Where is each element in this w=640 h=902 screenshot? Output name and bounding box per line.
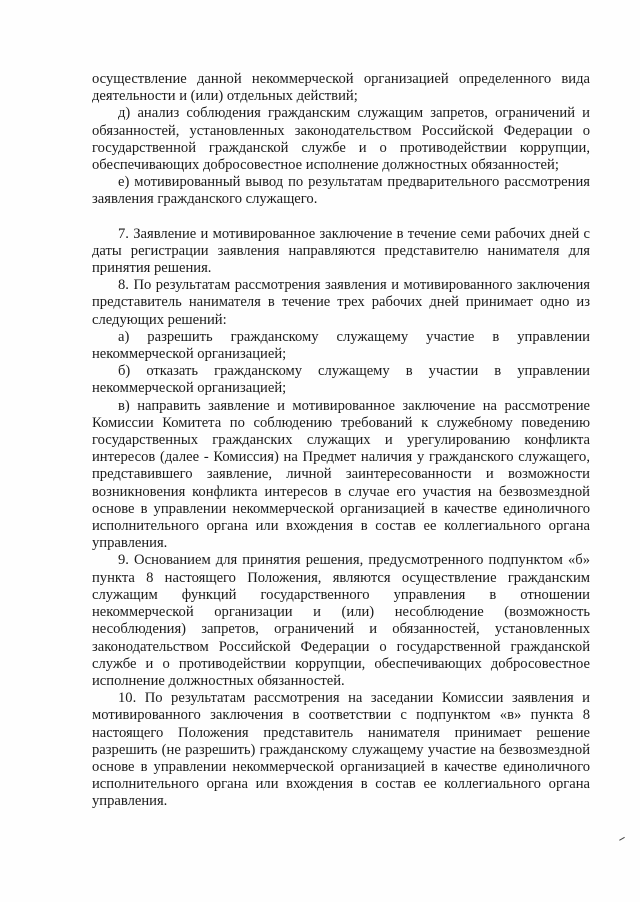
paragraph-7: 7. Заявление и мотивированное заключение в течение семи рабочих дней с даты регистрации заявления направляются представителю нанимателя для принятия решения. bbox=[92, 225, 590, 277]
paragraph-item-e: е) мотивированный вывод по результатам предварительного рассмотрения заявления гражданского служащего. bbox=[92, 174, 590, 208]
scan-mark bbox=[619, 837, 627, 844]
paragraph-8-item-b: б) отказать гражданскому служащему в участии в управлении некоммерческой организацией; bbox=[92, 363, 590, 397]
document-body bbox=[92, 71, 590, 811]
paragraph-8: 8. По результатам рассмотрения заявления и мотивированного заключения представитель нанимателя в течение трех рабочих дней принимает одно из следующих решений: bbox=[92, 277, 590, 328]
paragraph-10: 10. По результатам рассмотрения на заседании Комиссии заявления и мотивированного заключения в соответствии с подпунктом «в» пункта 8 настоящего Положения представитель нанимателя принимает решение разрешить (не разрешить) гражданскому служащему участие на безвозмездной основе в управлении некоммерческой организацией в качестве единоличного исполнительного органа или вхождения в состав ее коллегиального органа управления. bbox=[92, 690, 590, 810]
paragraph-continuation: осуществление данной некоммерческой организацией определенного вида деятельности и (или) отдельных действий; bbox=[92, 71, 590, 105]
paragraph-8-item-a: а) разрешить гражданскому служащему участие в управлении некоммерческой организацией; bbox=[92, 328, 590, 363]
paragraph-8-item-v: в) направить заявление и мотивированное заключение на рассмотрение Комиссии Комитета по соблюдению требований к служебному поведению государственных гражданских служащих и урегулированию конфликта интересов (далее - Комиссия) на Предмет наличия у гражданского служащего, представившего заявление, личной заинтересованности и возможности возникновения конфликта интересов в случае его участия на безвозмездной основе в управлении некоммерческой организацией в качестве единоличного исполнительного органа или вхождения в состав ее коллегиального органа управления. bbox=[92, 397, 590, 552]
paragraph-item-d: д) анализ соблюдения гражданским служащим запретов, ограничений и обязанностей, установленных законодательством Российской Федерации о государственной гражданской службе и о противодействии коррупции, обеспечивающих добросовестное исполнение должностных обязанностей; bbox=[92, 105, 590, 174]
paragraph-9: 9. Основанием для принятия решения, предусмотренного подпунктом «б» пункта 8 настоящего Положения, являются осуществление гражданским служащим функций государственного управления в отношении некоммерческой организации и (или) несоблюдение (возможность несоблюдения) запретов, ограничений и обязанностей, установленных законодательством Российской Федерации о государственной гражданской службе и о противодействии коррупции, обеспечивающих добросовестное исполнение должностных обязанностей. bbox=[92, 552, 590, 689]
